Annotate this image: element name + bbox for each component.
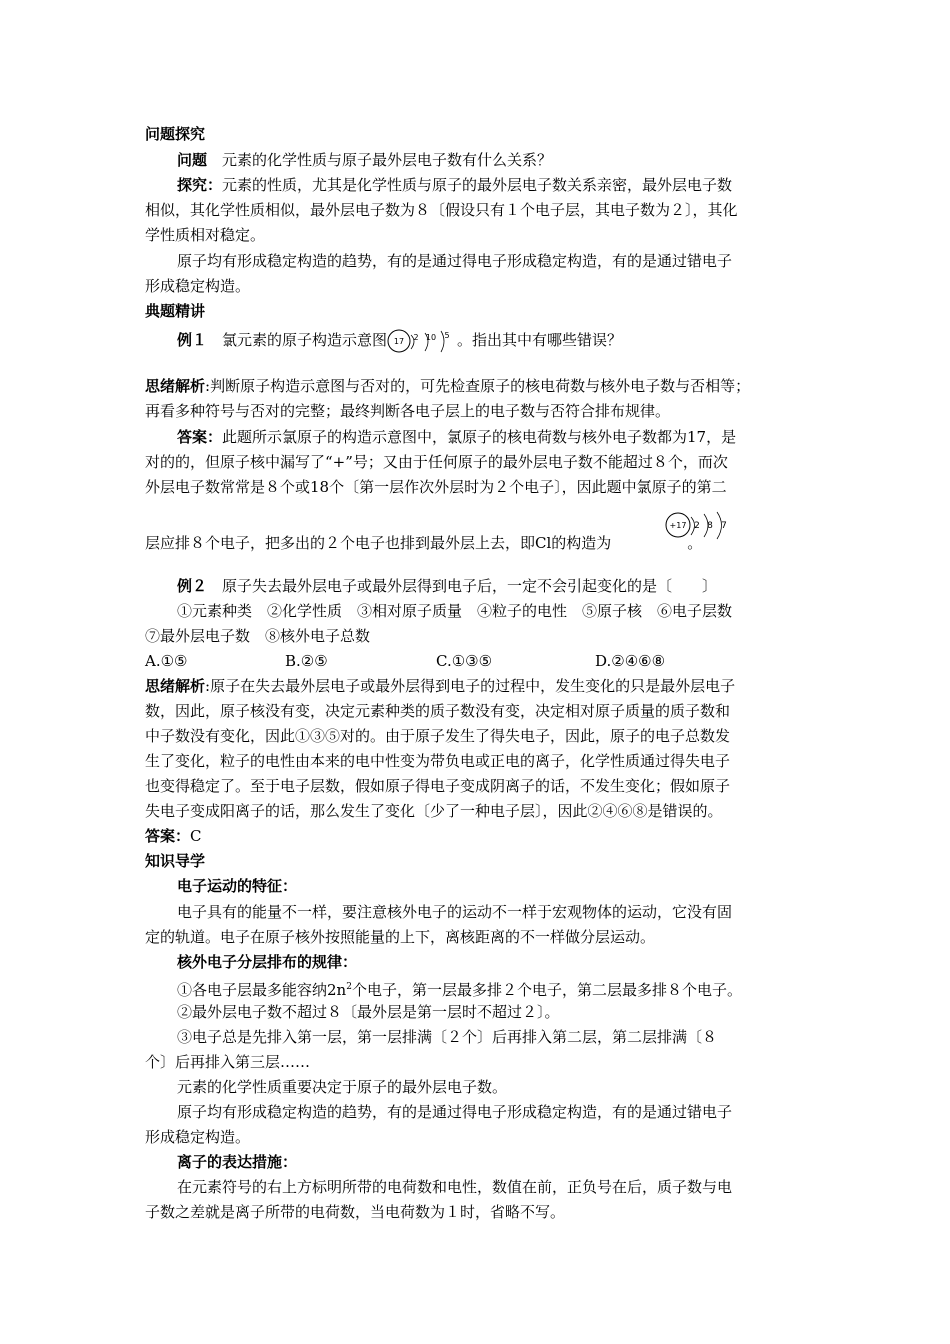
analysis-2-text-1: :原子在失去最外层电子或最外层得到电子的过程中，发生变化的只是最外层电子 <box>205 677 736 695</box>
answer-2-value: C <box>190 827 202 845</box>
rule-1-text-b: 个电子，第一层最多排２个电子，第二层最多排８个电子。 <box>351 981 742 999</box>
analysis-2-line-6: 失电子变成阳离子的话，那么发生了变化〔少了一种电子层〕，因此②④⑥⑧是错误的。 <box>145 802 723 820</box>
atom1-shell-3: 5 <box>444 331 450 340</box>
answer-2-line <box>145 824 202 848</box>
explore-line-2: 相似，其化学性质相似，最外层电子数为８〔假设只有１个电子层，其电子数为２〕，其化 <box>145 201 738 219</box>
atom1-shell-1: 2 <box>413 333 419 342</box>
answer-1-line-4 <box>145 531 702 555</box>
rule-1-superscript: 2 <box>346 982 352 992</box>
rule-3-line-2: 个〕后再排入第三层…… <box>145 1053 311 1071</box>
atom2-shell-1: 2 <box>694 521 700 531</box>
question-label: 问题 <box>177 151 208 169</box>
analysis-2-line-4: 生了变化，粒子的电性由本来的电中性变为带负电或正电的离子，化学性质通过得失电子 <box>145 752 731 770</box>
example-2-label: 例２ <box>177 577 208 595</box>
answer-1-text-1: 此题所示氯原子的构造示意图中，氯原子的核电荷数与核外电子数都为17，是 <box>222 428 737 446</box>
analysis-2-line-2: 数，因此，原子核没有变，决定元素种类的质子数没有变，决定相对原子质量的质子数和 <box>145 702 731 720</box>
example-1-line <box>177 327 622 355</box>
example-1-text-b: 。指出其中有哪些错误？ <box>457 331 623 349</box>
paragraph-stable-2: 形成稳定构造。 <box>145 277 251 295</box>
rule-3-line-1: ③电子总是先排入第一层，第一层排满〔２个〕后再排入第二层，第二层排满〔８ <box>177 1028 718 1046</box>
atom2-shell-3: 7 <box>721 521 727 531</box>
paragraph-stable-1: 原子均有形成稳定构造的趋势，有的是通过得电子形成稳定构造，有的是通过错电子 <box>177 252 733 270</box>
answer-1-label: 答案： <box>177 428 223 446</box>
answer-1-text-4b: 。 <box>687 534 703 552</box>
electron-motion-line-2: 定的轨道。电子在原子核外按照能量的上下，离核距离的不一样做分层运动。 <box>145 928 656 946</box>
rule-1-text-a: ①各电子层最多能容纳2n <box>177 981 347 999</box>
explore-line-3: 学性质相对稳定。 <box>145 226 266 244</box>
stable-structure-line-1: 原子均有形成稳定构造的趋势，有的是通过得电子形成稳定构造，有的是通过错电子 <box>177 1103 733 1121</box>
chem-property-line: 元素的化学性质重要决定于原子的最外层电子数。 <box>177 1078 508 1096</box>
heading-worked-examples: 典题精讲 <box>145 302 206 320</box>
heading-knowledge-guide: 知识导学 <box>145 852 206 870</box>
question-text: 元素的化学性质与原子最外层电子数有什么关系？ <box>207 151 553 169</box>
subheading-electron-motion: 电子运动的特征： <box>177 877 298 895</box>
analysis-1-text-1: :判断原子构造示意图与否对的，可先检查原子的核电荷数与核外电子数与否相等； <box>205 377 751 395</box>
stable-structure-line-2: 形成稳定构造。 <box>145 1128 251 1146</box>
explore-label: 探究： <box>177 176 223 194</box>
electron-motion-line-1: 电子具有的能量不一样，要注意核外电子的运动不一样于宏观物体的运动，它没有固 <box>177 903 733 921</box>
example-2-items-2: ⑦最外层电子数 ⑧核外电子总数 <box>145 627 371 645</box>
option-b: B.②⑤ <box>285 652 328 670</box>
analysis-label: 思绪解析 <box>145 377 206 395</box>
subheading-shell-rules: 核外电子分层排布的规律： <box>177 953 358 971</box>
ion-notation-line-2: 子数之差就是离子所带的电荷数，当电荷数为１时，省略不写。 <box>145 1203 566 1221</box>
answer-2-label: 答案： <box>145 827 191 845</box>
answer-1-line-2: 对的的，但原子核中漏写了“+”号；又由于任何原子的最外层电子数不能超过８个，而次 <box>145 453 728 471</box>
example-1-text-a: 氯元素的原子构造示意图 <box>207 331 388 349</box>
example-2-line <box>177 574 717 598</box>
rule-1 <box>177 975 742 1002</box>
atom1-nucleus: 17 <box>393 337 405 346</box>
analysis-2-label: 思绪解析 <box>145 677 206 695</box>
analysis-2-line-5: 也变得稳定了。至于电子层数，假如原子得电子变成阴离子的话，不发生变化；假如原子 <box>145 777 731 795</box>
analysis-2-line-1 <box>145 674 735 698</box>
answer-1-text-4a: 层应排８个电子，把多出的２个电子也排到最外层上去，即Cl的构造为 <box>145 534 612 552</box>
example-2-text: 原子失去最外层电子或最外层得到电子后，一定不会引起变化的是〔 〕 <box>207 577 718 595</box>
analysis-1-line-1 <box>145 374 750 398</box>
option-a: A.①⑤ <box>145 652 188 670</box>
analysis-1-line-2: 再看多种符号与否对的完整；最终判断各电子层上的电子数与否符合排布规律。 <box>145 402 671 420</box>
explore-line-1 <box>177 173 732 197</box>
example-2-options <box>145 649 815 673</box>
explore-text-1: 元素的性质，尤其是化学性质与原子的最外层电子数关系亲密，最外层电子数 <box>222 176 733 194</box>
example-2-items-1: ①元素种类 ②化学性质 ③相对原子质量 ④粒子的电性 ⑤原子核 ⑥电子层数 <box>177 602 733 620</box>
option-c: C.①③⑤ <box>436 652 493 670</box>
answer-1-line-1 <box>177 425 736 449</box>
chlorine-atom-diagram-wrong <box>387 327 457 355</box>
subheading-ion-notation: 离子的表达措施： <box>177 1153 298 1171</box>
example-1-label: 例１ <box>177 331 208 349</box>
atom1-shell-2: 10 <box>425 333 437 342</box>
ion-notation-line-1: 在元素符号的右上方标明所带的电荷数和电性，数值在前，正负号在后，质子数与电 <box>177 1178 733 1196</box>
analysis-2-line-3: 中子数没有变化，因此①③⑤对的。由于原子发生了得失电子，因此，原子的电子总数发 <box>145 727 731 745</box>
option-d: D.②④⑥⑧ <box>595 652 666 670</box>
question-line <box>177 148 552 172</box>
atom2-shell-2: 8 <box>707 521 713 531</box>
answer-1-line-3: 外层电子数常常是８个或18个〔第一层作次外层时为２个电子〕，因此题中氯原子的第二 <box>145 478 727 496</box>
heading-problem-inquiry: 问题探究 <box>145 125 206 143</box>
atom2-nucleus: +17 <box>669 521 687 530</box>
rule-2: ②最外层电子数不超过８〔最外层是第一层时不超过２〕。 <box>177 1003 560 1021</box>
